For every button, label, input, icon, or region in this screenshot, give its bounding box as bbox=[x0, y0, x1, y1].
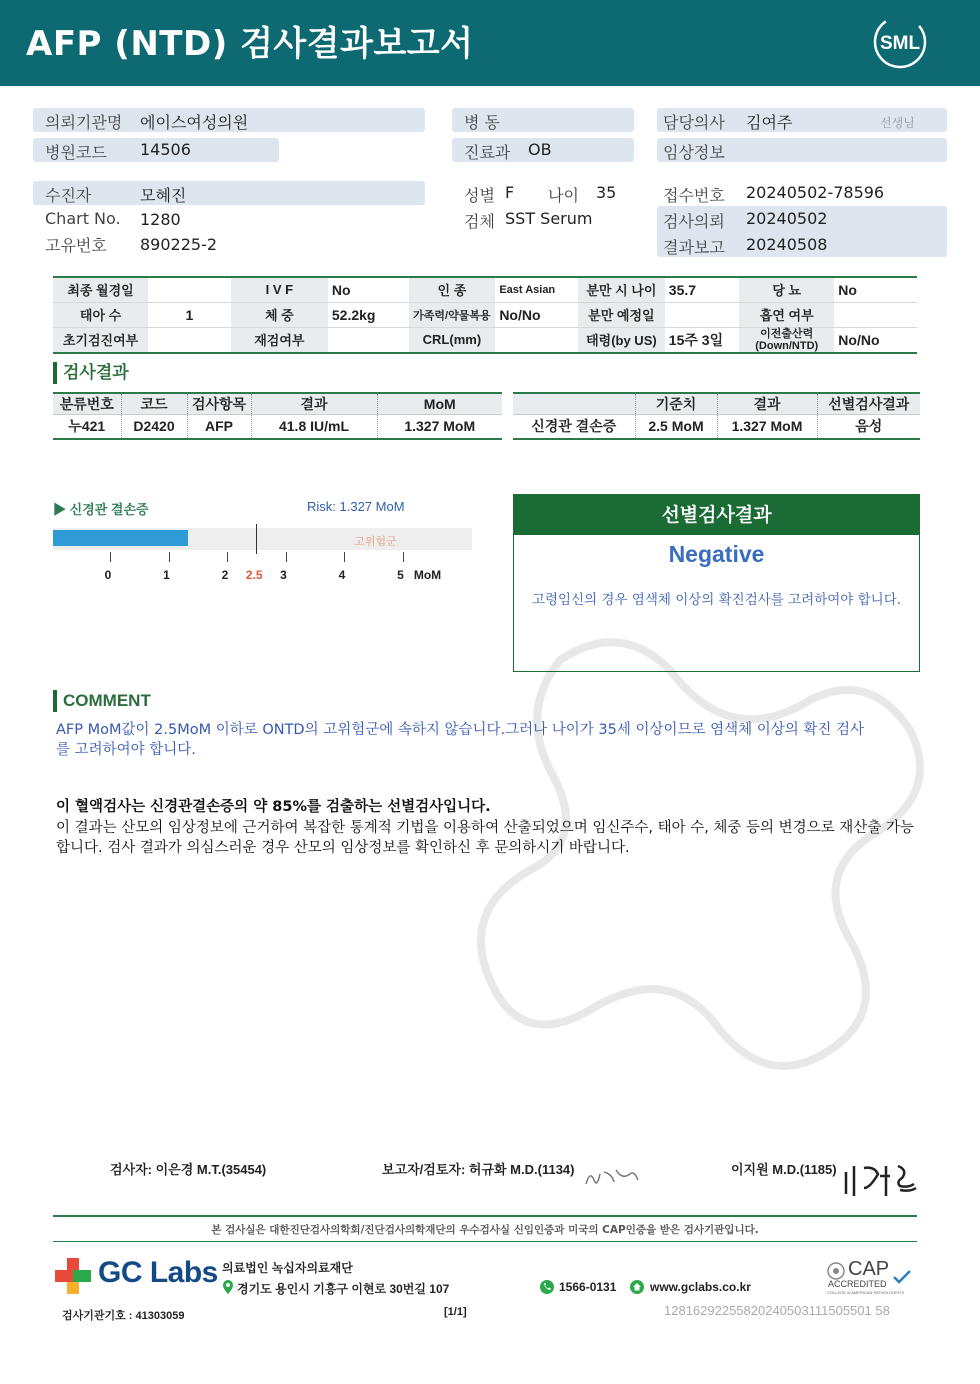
specimen-label: 검체 bbox=[464, 212, 495, 231]
cap-small-text: COLLEGE of AMERICAN PATHOLOGISTS bbox=[827, 1290, 904, 1295]
axis-tick bbox=[344, 552, 345, 562]
footer-website: www.gclabs.co.kr bbox=[650, 1280, 751, 1294]
table-row bbox=[513, 415, 920, 439]
axis-tick bbox=[169, 552, 170, 562]
report-label: 결과보고 bbox=[663, 238, 725, 257]
page-number: [1/1] bbox=[444, 1306, 467, 1318]
report-title: AFP (NTD) 검사결과보고서 bbox=[26, 24, 474, 64]
table-cell: 당 뇨 bbox=[739, 277, 834, 302]
table-cell: East Asian bbox=[495, 277, 578, 302]
hospital-code-label: 병원코드 bbox=[45, 143, 107, 162]
institution-label: 의뢰기관명 bbox=[45, 113, 123, 132]
table-cell: 태아 수 bbox=[53, 302, 148, 327]
sml-logo-icon bbox=[872, 14, 928, 70]
table-cell bbox=[148, 277, 231, 302]
table-cell: 분만 예정일 bbox=[578, 302, 665, 327]
director-handwritten-signature-icon bbox=[840, 1158, 920, 1200]
table-cell: D2420 bbox=[121, 415, 187, 439]
table-cell: 41.8 IU/mL bbox=[251, 415, 377, 439]
watermark-cross-icon bbox=[390, 600, 980, 1180]
column-header: MoM bbox=[377, 393, 502, 415]
footer-phone: 1566-0131 bbox=[559, 1280, 617, 1294]
hospital-code-value: 14506 bbox=[140, 140, 191, 159]
table-cell bbox=[665, 302, 739, 327]
footer-organization: 의료법인 녹십자의료재단 bbox=[222, 1261, 353, 1275]
axis-tick-label: 1 bbox=[163, 568, 170, 582]
reviewer-handwritten-signature-icon bbox=[582, 1162, 642, 1192]
column-header: 결과 bbox=[717, 393, 817, 415]
director-signature: 이지원 M.D.(1185) bbox=[731, 1162, 837, 1177]
table-row bbox=[513, 393, 920, 415]
clinical-label: 임상정보 bbox=[663, 143, 725, 162]
table-cell: 15주 3일 bbox=[665, 327, 739, 353]
table-cell: 35.7 bbox=[665, 277, 739, 302]
risk-axis-unit: MoM bbox=[413, 568, 442, 582]
column-header: 분류번호 bbox=[53, 393, 121, 415]
phone-icon bbox=[540, 1280, 554, 1294]
table-cell bbox=[834, 302, 917, 327]
table-cell bbox=[328, 327, 409, 353]
screening-result-value: Negative bbox=[668, 541, 765, 567]
risk-cutoff-line bbox=[256, 524, 257, 554]
patient-label: 수진자 bbox=[45, 186, 92, 205]
cap-accredited-text: ACCREDITED bbox=[828, 1279, 887, 1289]
id-value: 890225-2 bbox=[140, 235, 218, 254]
request-value: 20240502 bbox=[746, 209, 828, 228]
gc-labs-logo-text: GC Labs bbox=[98, 1256, 218, 1289]
table-cell: 태령(by US) bbox=[578, 327, 665, 353]
column-header: 검사항목 bbox=[187, 393, 251, 415]
table-cell: 가족력/약물복용 bbox=[409, 302, 496, 327]
table-cell: 초기검진여부 bbox=[53, 327, 148, 353]
chart-label: Chart No. bbox=[45, 209, 121, 228]
results-section-title: 검사결과 bbox=[53, 362, 129, 384]
risk-bar-fill bbox=[53, 530, 188, 546]
sex-value: F bbox=[505, 183, 515, 202]
screening-result-box bbox=[513, 494, 920, 672]
dept-label: 진료과 bbox=[464, 143, 511, 162]
cap-seal-icon bbox=[826, 1261, 846, 1281]
location-pin-icon bbox=[222, 1280, 234, 1294]
risk-value: Risk: 1.327 MoM bbox=[307, 499, 405, 514]
description-text: 이 결과는 산모의 임상정보에 근거하여 복잡한 통계적 기법을 이용하여 산출되었으며 임신주수, 태아 수, 체중 등의 변경으로 재산출 가능합니다. 검사 결과가 의심스러운 경우 산모의 임상정보를 확인하신 후 문의하시기 바랍니다. bbox=[56, 820, 914, 856]
age-label: 나이 bbox=[548, 186, 579, 205]
receipt-value: 20240502-78596 bbox=[746, 183, 885, 202]
id-label: 고유번호 bbox=[45, 236, 107, 255]
patient-bar bbox=[33, 181, 425, 205]
table-cell: 음성 bbox=[855, 418, 883, 435]
risk-bar bbox=[53, 528, 472, 550]
cutoff-tick-label: 2.5 bbox=[245, 568, 263, 582]
axis-tick bbox=[227, 552, 228, 562]
axis-tick bbox=[403, 552, 404, 562]
comment-title: COMMENT bbox=[53, 690, 151, 712]
table-cell: 1.327 MoM bbox=[717, 415, 817, 439]
axis-tick-label: 3 bbox=[280, 568, 287, 582]
clinical-info-table bbox=[53, 276, 917, 354]
axis-tick bbox=[286, 552, 287, 562]
screening-result-title: 선별검사결과 bbox=[514, 495, 919, 535]
table-cell bbox=[495, 327, 578, 353]
table-cell: AFP bbox=[187, 415, 251, 439]
table-cell: No/No bbox=[834, 327, 917, 353]
description-heading: 이 혈액검사는 신경관결손증의 약 85%를 검출하는 선별검사입니다. bbox=[56, 799, 491, 815]
results-table-left bbox=[53, 392, 502, 440]
table-cell: No bbox=[834, 277, 917, 302]
table-cell: 신경관 결손증 bbox=[513, 415, 635, 439]
footer-certification: 본 검사실은 대한진단검사의학회/진단검사의학재단의 우수검사실 신임인증과 미국의 CAP인증을 받은 검사기관입니다. bbox=[211, 1224, 759, 1236]
home-icon bbox=[630, 1280, 644, 1294]
lab-code: 검사기관기호 : 41303059 bbox=[62, 1310, 185, 1322]
table-row bbox=[53, 302, 917, 327]
sex-label: 성별 bbox=[464, 186, 495, 205]
patient-value: 모혜진 bbox=[140, 186, 187, 205]
column-header: 결과 bbox=[251, 393, 377, 415]
table-cell: 1 bbox=[148, 302, 231, 327]
results-table-right bbox=[513, 392, 920, 440]
ward-label: 병 동 bbox=[464, 113, 500, 132]
table-cell: 누421 bbox=[53, 415, 121, 439]
table-cell: 52.2kg bbox=[328, 302, 409, 327]
checkmark-icon bbox=[892, 1270, 912, 1284]
table-cell: 최종 월경일 bbox=[53, 277, 148, 302]
table-cell: 1.327 MoM bbox=[404, 418, 476, 435]
footer-divider bbox=[53, 1215, 917, 1217]
table-cell: 체 중 bbox=[231, 302, 328, 327]
risk-title: ▶ 신경관 결손증 bbox=[53, 502, 149, 517]
table-cell: 분만 시 나이 bbox=[578, 277, 665, 302]
receipt-label: 접수번호 bbox=[663, 186, 725, 205]
table-cell: CRL(mm) bbox=[409, 327, 496, 353]
doctor-value: 김여주 bbox=[746, 113, 793, 132]
report-value: 20240508 bbox=[746, 235, 828, 254]
axis-tick-label: 0 bbox=[104, 568, 112, 582]
chart-value: 1280 bbox=[140, 210, 181, 229]
table-row bbox=[53, 415, 502, 439]
barcode-number: 12816292255820240503111505501 58 bbox=[664, 1303, 890, 1318]
footer-divider bbox=[53, 1241, 917, 1242]
doctor-label: 담당의사 bbox=[663, 113, 725, 132]
table-cell bbox=[148, 327, 231, 353]
table-row bbox=[53, 327, 917, 353]
table-cell: 이전출산력 (Down/NTD) bbox=[739, 327, 834, 353]
column-header: 코드 bbox=[121, 393, 187, 415]
table-cell: 2.5 MoM bbox=[635, 415, 717, 439]
institution-value: 에이스여성의원 bbox=[140, 113, 249, 132]
axis-tick-label: 5 bbox=[397, 568, 404, 582]
svg-text:SML: SML bbox=[879, 33, 921, 54]
axis-tick bbox=[110, 552, 111, 562]
table-row bbox=[53, 393, 502, 415]
table-row bbox=[53, 277, 917, 302]
report-header bbox=[0, 0, 980, 86]
gc-labs-logo-icon bbox=[53, 1256, 93, 1296]
table-cell: I V F bbox=[231, 277, 328, 302]
tester-signature: 검사자: 이은경 M.T.(35454) bbox=[110, 1162, 267, 1177]
request-label: 검사의뢰 bbox=[663, 212, 725, 231]
table-cell: 재검여부 bbox=[231, 327, 328, 353]
specimen-value: SST Serum bbox=[505, 209, 593, 228]
dept-value: OB bbox=[528, 140, 552, 159]
table-cell: 흡연 여부 bbox=[739, 302, 834, 327]
table-cell: 인 종 bbox=[409, 277, 496, 302]
high-risk-zone-label: 고위험군 bbox=[354, 535, 397, 548]
axis-tick-label: 2 bbox=[221, 568, 229, 582]
doctor-suffix: 선생님 bbox=[880, 116, 915, 130]
screening-result-note: 고령임신의 경우 염색체 이상의 확진검사를 고려하여야 합니다. bbox=[531, 592, 902, 608]
column-header: 기준치 bbox=[635, 393, 717, 415]
comment-text: AFP MoM값이 2.5MoM 이하로 ONTD의 고위험군에 속하지 않습니다.그러나 나이가 35세 이상이므로 염색체 이상의 확진 검사를 고려하여야 합니다. bbox=[56, 722, 864, 758]
footer-address: 경기도 용인시 기흥구 이현로 30번길 107 bbox=[237, 1282, 450, 1296]
table-cell: No bbox=[328, 277, 409, 302]
column-header bbox=[513, 393, 635, 415]
column-header: 선별검사결과 bbox=[817, 393, 920, 415]
axis-tick-label: 4 bbox=[338, 568, 346, 582]
cap-logo-text: CAP bbox=[848, 1258, 890, 1280]
reviewer-signature: 보고자/검토자: 허규화 M.D.(1134) bbox=[382, 1162, 575, 1177]
age-value: 35 bbox=[596, 183, 617, 202]
table-cell: No/No bbox=[495, 302, 578, 327]
